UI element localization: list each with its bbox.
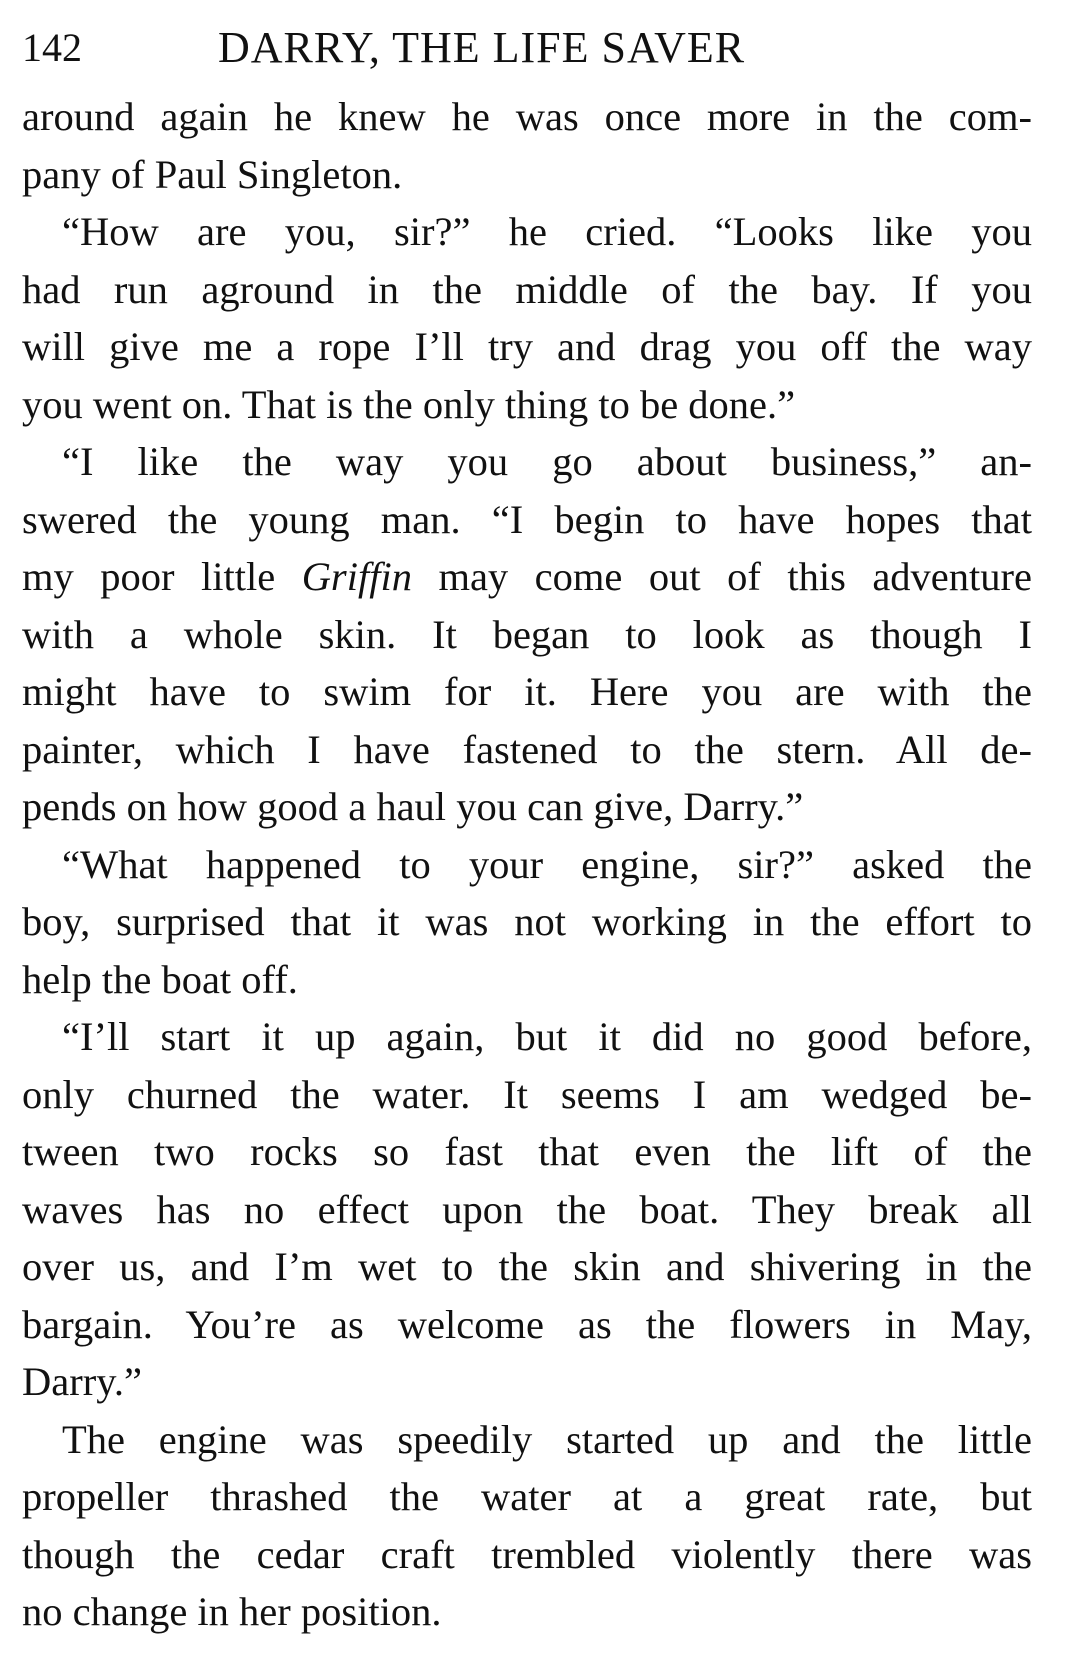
- running-title: DARRY, THE LIFE SAVER: [218, 23, 746, 72]
- text-line: bargain. You’re as welcome as the flowers in May,: [22, 1301, 1032, 1347]
- text-line: “How are you, sir?” he cried. “Looks like you: [62, 209, 1032, 254]
- text-line: swered the young man. “I begin to have hopes that: [22, 496, 1032, 542]
- text-line: though the cedar craft trembled violently there was: [22, 1531, 1032, 1577]
- text-line: pends on how good a haul you can give, Darry.”: [22, 784, 804, 829]
- text-line: around again he knew he was once more in the com-: [22, 94, 1032, 139]
- text-line: “I like the way you go about business,” an-: [62, 439, 1032, 484]
- text-line: propeller thrashed the water at a great rate, but: [22, 1474, 1032, 1519]
- paragraph-5: [22, 1008, 1032, 1411]
- text-line: Darry.”: [22, 1359, 142, 1404]
- text-line: over us, and I’m wet to the skin and shivering in the: [22, 1244, 1032, 1289]
- text-line: no change in her position.: [22, 1589, 442, 1634]
- text-line: “I’ll start it up again, but it did no good before,: [62, 1014, 1032, 1059]
- text-line: only churned the water. It seems I am wedged be-: [22, 1071, 1032, 1117]
- text-line: painter, which I have fastened to the stern. All de-: [22, 726, 1032, 772]
- text-line: tween two rocks so fast that even the lift of the: [22, 1129, 1032, 1174]
- text-line: “What happened to your engine, sir?” asked the: [62, 841, 1032, 887]
- text-line: pany of Paul Singleton.: [22, 151, 403, 197]
- paragraph-6: [22, 1411, 1032, 1641]
- text-line: waves has no effect upon the boat. They break all: [22, 1186, 1032, 1232]
- text-line: will give me a rope I’ll try and drag you off the way: [22, 324, 1032, 369]
- paragraph-1: [22, 88, 1032, 203]
- page-number: 142: [22, 25, 82, 70]
- text-line-with-italic: [22, 548, 1032, 606]
- paragraph-4: [22, 836, 1032, 1009]
- paragraph-3: [22, 433, 1032, 836]
- text-line: with a whole skin. It began to look as though I: [22, 611, 1032, 657]
- paragraph-2: [22, 203, 1032, 433]
- text-line: help the boat off.: [22, 956, 298, 1002]
- text-line: you went on. That is the only thing to be done.”: [22, 381, 796, 427]
- text-segment: my poor little: [22, 554, 302, 599]
- text-segment: may come out of this adventure: [411, 554, 1032, 599]
- text-line: The engine was speedily started up and the little: [62, 1416, 1032, 1462]
- text-line: boy, surprised that it was not working in the effort to: [22, 899, 1032, 944]
- book-page: [22, 8, 1032, 1658]
- text-line: had run aground in the middle of the bay. If you: [22, 266, 1032, 312]
- boat-name-italic: Griffin: [301, 554, 412, 599]
- text-line: might have to swim for it. Here you are with the: [22, 669, 1032, 714]
- running-head: [22, 8, 1032, 88]
- body-text: [22, 88, 1032, 1641]
